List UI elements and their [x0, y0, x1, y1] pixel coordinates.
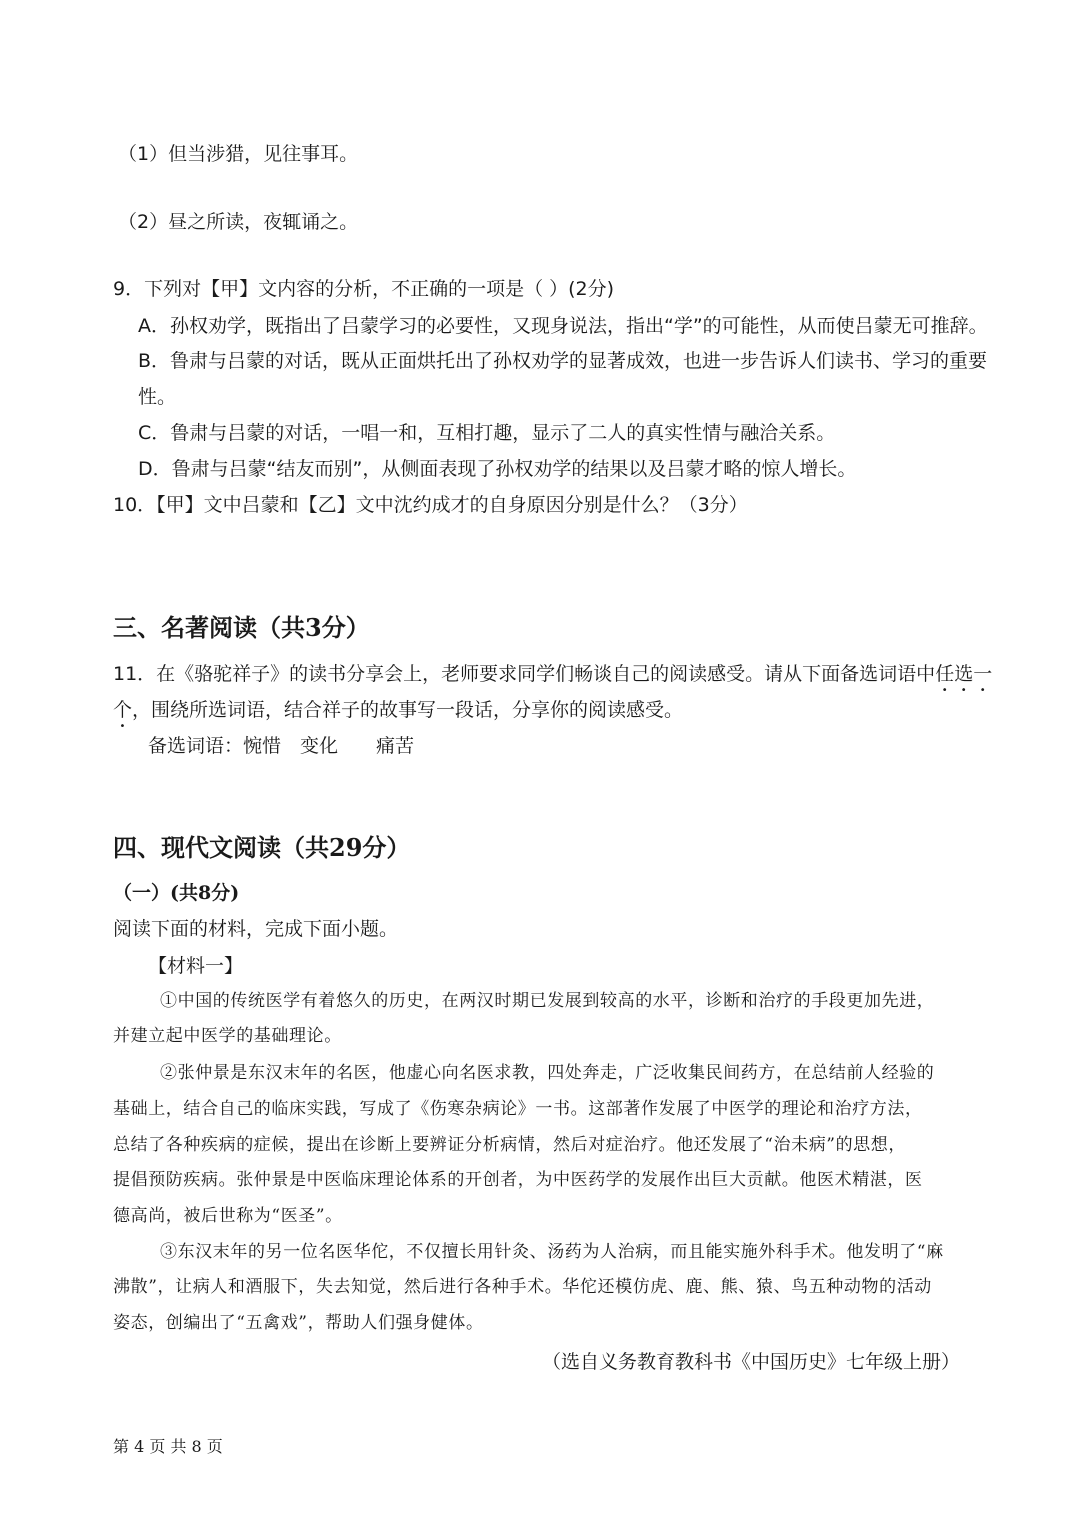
part-1-heading: （一）(共8分) — [113, 882, 240, 904]
question-9-option-a: A．孙权劝学，既指出了吕蒙学习的必要性，又现身说法，指出“学”的可能性，从而使吕蒙无可推辞。 — [138, 315, 988, 337]
material-paragraph-3-line2: 沸散”，让病人和酒服下，失去知觉，然后进行各种手术。华佗还模仿虎、鹿、熊、猿、鸟五种动物的活动 — [113, 1277, 932, 1297]
section-4-heading: 四、现代文阅读（共29分） — [113, 833, 411, 862]
material-source: （选自义务教育教科书《中国历史》七年级上册） — [541, 1351, 960, 1373]
question-9-option-c: C．鲁肃与吕蒙的对话，一唱一和，互相打趣，显示了二人的真实性情与融洽关系。 — [138, 422, 836, 444]
material-1-label: 【材料一】 — [148, 955, 244, 977]
material-paragraph-1-line1: ①中国的传统医学有着悠久的历史，在两汉时期已发展到较高的水平，诊断和治疗的手段更加先进， — [160, 991, 935, 1011]
question-11-emphasis-2: 个 — [113, 699, 133, 721]
translation-item-1: （1）但当涉猎，见往事耳。 — [118, 143, 359, 165]
question-10-stem: 10．【甲】文中吕蒙和【乙】文中沈约成才的自身原因分别是什么？（3分） — [113, 494, 748, 516]
question-11-line2-text: ，围绕所选词语，结合祥子的故事写一段话，分享你的阅读感受。 — [132, 699, 684, 721]
question-11-line1-text: 11．在《骆驼祥子》的读书分享会上，老师要求同学们畅谈自己的阅读感受。请从下面备选词语中 — [113, 663, 936, 685]
word-choices: 备选词语：惋惜 变化 痛苦 — [148, 735, 415, 757]
translation-item-2: （2）昼之所读，夜辄诵之。 — [118, 211, 359, 233]
section-3-heading: 三、名著阅读（共3分） — [113, 613, 370, 642]
material-paragraph-2-line4: 提倡预防疾病。张仲景是中医临床理论体系的开创者，为中医药学的发展作出巨大贡献。他医术精湛，医 — [113, 1170, 923, 1190]
material-paragraph-1-line2: 并建立起中医学的基础理论。 — [113, 1026, 342, 1046]
reading-instruction: 阅读下面的材料，完成下面小题。 — [113, 918, 399, 940]
question-11-line1 — [113, 661, 992, 696]
material-paragraph-3-line1: ③东汉末年的另一位名医华佗，不仅擅长用针灸、汤药为人治病，而且能实施外科手术。他发明了“麻 — [160, 1242, 944, 1262]
question-9-stem: 9．下列对【甲】文内容的分析，不正确的一项是（ ）(2分) — [113, 278, 615, 300]
question-11-line2 — [113, 697, 683, 732]
question-9-option-b-line2: 性。 — [138, 386, 177, 408]
material-paragraph-2-line2: 基础上，结合自己的临床实践，写成了《伤寒杂病论》一书。这部著作发展了中医学的理论和治疗方法， — [113, 1099, 923, 1119]
material-paragraph-2-line1: ②张仲景是东汉末年的名医，他虚心向名医求教，四处奔走，广泛收集民间药方，在总结前人经验的 — [160, 1063, 935, 1083]
question-9-option-b-line1: B．鲁肃与吕蒙的对话，既从正面烘托出了孙权劝学的显著成效，也进一步告诉人们读书、学习的重要 — [138, 350, 988, 372]
page-number: 第 4 页 共 8 页 — [113, 1437, 223, 1456]
question-11-emphasis-1: 任选一 — [935, 663, 993, 685]
material-paragraph-3-line3: 姿态，创编出了“五禽戏”，帮助人们强身健体。 — [113, 1313, 484, 1333]
question-9-option-d: D．鲁肃与吕蒙“结友而别”，从侧面表现了孙权劝学的结果以及吕蒙才略的惊人增长。 — [138, 458, 857, 480]
material-paragraph-2-line3: 总结了各种疾病的症候，提出在诊断上要辨证分析病情，然后对症治疗。他还发展了“治未病”的思想， — [113, 1135, 906, 1155]
material-paragraph-2-line5: 德高尚，被后世称为“医圣”。 — [113, 1206, 343, 1226]
